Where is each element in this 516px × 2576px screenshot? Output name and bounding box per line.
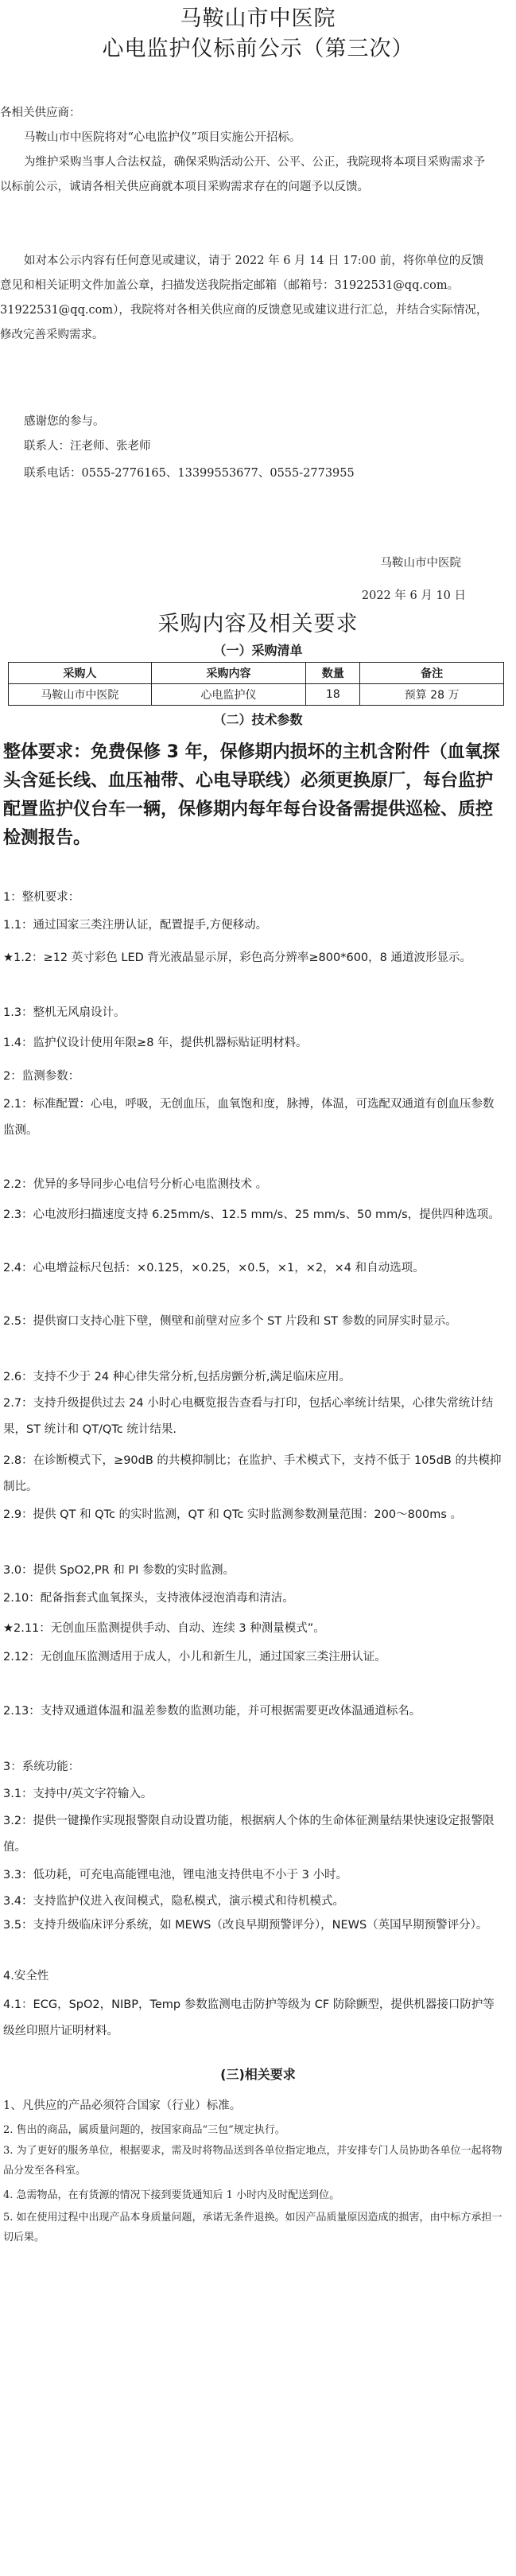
tech-item: 1：整机要求： [3,891,80,904]
tech-item: 1.1：通过国家三类注册认证，配置提手,方便移动。 [3,919,268,932]
table-cell: 心电监护仪 [151,684,306,706]
tech-item: 2.12：无创血压监测适用于成人，小儿和新生儿，通过国家三类注册认证。 [3,1651,386,1664]
tech-item: 3.0：提供 SpO2,PR 和 PI 参数的实时监测。 [3,1564,235,1577]
tech-item: 2.4：心电增益标尺包括：×0.125，×0.25，×0.5，×1，×2，×4 和自动选项。 [3,1262,425,1274]
table-header-cell: 备注 [360,663,504,684]
contact-persons: 联系人：汪老师、张老师 [24,440,151,453]
procurement-heading: 采购内容及相关要求 [157,612,359,636]
tech-item: 4.1：ECG，SpO2，NIBP，Temp 参数监测电击防护等级为 CF 防除颤型，提供机器接口防护等级丝印照片证明材料。 [3,1998,495,2037]
tech-item: 1.3：整机无风扇设计。 [3,1006,126,1019]
document-title: 马鞍山市中医院 [180,6,336,31]
notice-paragraph-2: 为维护采购当事人合法权益，确保采购活动公开、公平、公正，我院现将本项目采购需求予以标前公示，诚请各相关供应商就本项目采购需求存在的问题予以反馈。 [0,156,485,193]
contact-phone: 联系电话：0555-2776165、13399553677、0555-2773955 [24,467,355,480]
tech-item: 2.7：支持升级提供过去 24 小时心电概览报告查看与打印，包括心率统计结果，心律失常统计结果，ST 统计和 QT/QTc 统计结果. [3,1397,494,1436]
table-cell: 马鞍山市中医院 [9,684,152,706]
table-header-row [9,663,504,684]
tech-item: 3.1：支持中/英文字符输入。 [3,1788,153,1800]
signature-date: 2022 年 6 月 10 日 [361,590,466,602]
table-header-cell: 采购内容 [151,663,306,684]
tech-item: ★1.2：≥12 英寸彩色 LED 背光液晶显示屏，彩色高分辨率≥800*600，8 通道波形显示。 [3,951,471,964]
table-cell: 18 [306,684,360,706]
table-header-cell: 采购人 [9,663,152,684]
requirement-item: 1、凡供应的产品必须符合国家（行业）标准。 [3,2099,242,2112]
tech-item: 2.6：支持不少于 24 种心律失常分析,包括房颤分析,满足临床应用。 [3,1371,351,1383]
table-cell: 预算 28 万 [360,684,504,706]
tech-item: 3.4：支持监护仪进入夜间模式，隐私模式，演示模式和待机模式。 [3,1895,345,1908]
table-row [9,684,504,706]
tech-item: 2.13：支持双通道体温和温差参数的监测功能，并可根据需要更改体温通道标名。 [3,1705,421,1718]
tech-item: 4.安全性 [3,1970,49,1983]
procurement-list-heading: （一）采购清单 [213,643,303,658]
tech-item: 1.4：监护仪设计使用年限≥8 年，提供机器标贴证明材料。 [3,1037,308,1049]
notice-paragraph-1: 马鞍山市中医院将对“心电监护仪”项目实施公开招标。 [24,131,301,144]
tech-item: 2.5：提供窗口支持心脏下壁，侧壁和前壁对应多个 ST 片段和 ST 参数的同屏实时显示。 [3,1315,457,1328]
notice-thanks: 感谢您的参与。 [24,415,105,428]
table-header-cell: 数量 [306,663,360,684]
tech-item: 3.3：低功耗，可充电高能锂电池，锂电池支持供电不小于 3 小时。 [3,1869,348,1881]
requirement-item: 3. 为了更好的服务单位，根据要求，需及时将物品送到各单位指定地点，并安排专门人员协助各单位一起将物品分发至各科室。 [3,2145,502,2177]
tech-item: 2.8：在诊断模式下，≥90dB 的共模抑制比；在监护、手术模式下，支持不低于 105dB 的共模抑制比。 [3,1454,502,1493]
requirement-item: 2. 售出的商品，属质量问题的，按国家商品“三包”规定执行。 [3,2124,285,2136]
tech-item: 3.5：支持升级临床评分系统，如 MEWS（改良早期预警评分），NEWS（英国早期预警评分）。 [3,1919,488,1932]
tech-item: 2：监测参数： [3,1070,80,1083]
requirement-item: 4. 急需物品，在有货源的情况下接到要货通知后 1 小时内及时配送到位。 [3,2189,340,2201]
document-subtitle: 心电监护仪标前公示（第三次） [102,37,414,61]
requirement-item: 5. 如在使用过程中出现产品本身质量问题，承诺无条件退换。如因产品质量原因造成的损害，由中标方承担一切后果。 [3,2212,502,2243]
overall-requirement: 整体要求：免费保修 3 年，保修期内损坏的主机含附件（血氧探头含延长线、血压袖带、心电导联线）必须更换原厂，每台监护配置监护仪台车一辆，保修期内每年每台设备需提供巡检、质控检测报告。 [3,742,500,848]
tech-item: 3.2：提供一键操作实现报警限自动设置功能，根据病人个体的生命体征测量结果快速设定报警限值。 [3,1815,495,1854]
tech-item: 2.9：提供 QT 和 QTc 的实时监测，QT 和 QTc 实时监测参数测量范围：200～800ms 。 [3,1508,463,1521]
signature-org: 马鞍山市中医院 [380,557,461,570]
procurement-table [8,662,504,706]
tech-heading: （二）技术参数 [213,712,303,727]
tech-item: 2.10：配备指套式血氧探头，支持液体浸泡消毒和清洁。 [3,1592,294,1605]
tech-item: ★2.11：无创血压监测提供手动、自动、连续 3 种测量模式”。 [3,1622,325,1635]
notice-paragraph-3: 如对本公示内容有任何意见或建议，请于 2022 年 6 月 14 日 17:00 前，将你单位的反馈意见和相关证明文件加盖公章，扫描发送我院指定邮箱（邮箱号：31922531@qq.com。31922531@qq.com），我院将对各相关供应商的反馈意见或建议进行汇总，并结合实际情况，修改完善采购需求。 [0,255,488,341]
requirements-heading: (三)相关要求 [220,2067,296,2082]
notice-salutation: 各相关供应商： [0,107,81,119]
tech-item: 2.3：心电波形扫描速度支持 6.25mm/s、12.5 mm/s、25 mm/s、50 mm/s，提供四种选项。 [3,1208,500,1221]
tech-item: 2.2：优异的多导同步心电信号分析心电监测技术 。 [3,1178,268,1191]
tech-item: 3：系统功能： [3,1761,80,1773]
tech-item: 2.1：标准配置：心电，呼吸，无创血压，血氧饱和度，脉搏，体温，可选配双通道有创血压参数监测。 [3,1098,495,1137]
